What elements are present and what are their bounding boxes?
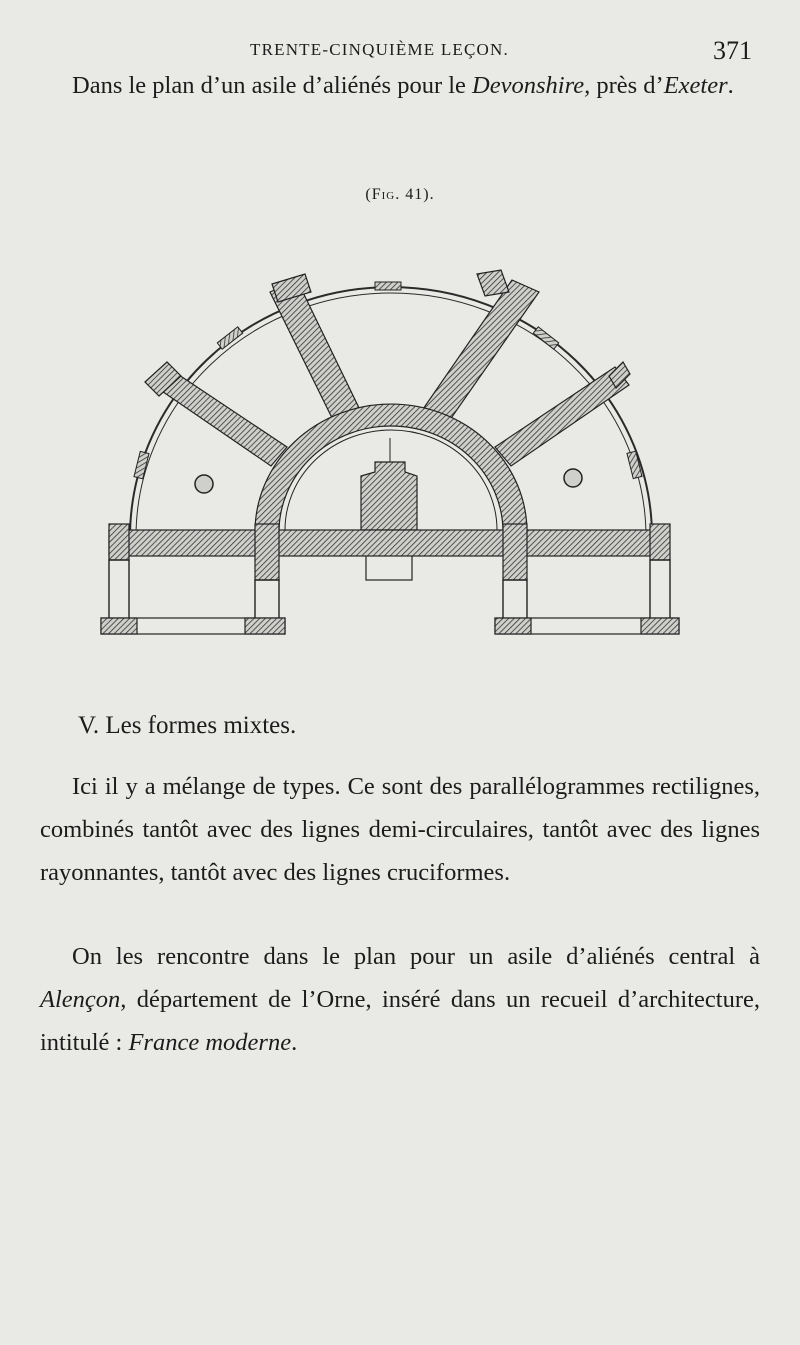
central-pavilion <box>361 438 417 580</box>
caption-label: Fig. 41 <box>371 186 424 203</box>
paragraph-2-text-3: . <box>291 1029 298 1056</box>
caption-open: ( <box>365 186 372 203</box>
floor-plan-figure <box>95 262 695 647</box>
intro-italic-exeter: Exeter <box>663 72 728 99</box>
radiating-wings <box>145 270 630 466</box>
paragraph-2-text-1: On les rencontre dans le plan pour un asile d’aliénés central à <box>72 943 760 970</box>
paragraph-2-italic-alencon: Alençon, <box>40 986 127 1013</box>
paragraph-2-text-2: département de l’Orne, inséré dans un recueil d’architecture, intitulé : <box>40 986 760 1056</box>
paragraph-1: Ici il y a mélange de types. Ce sont des parallélogrammes rectilignes, combinés tantôt avec des lignes demi-circulaires, tantôt avec des lignes rayonnantes, tantôt avec des lignes cruciformes. <box>40 773 760 886</box>
caption-close: ). <box>423 186 435 203</box>
running-title: TRENTE-CINQUIÈME LEÇON. <box>250 40 509 59</box>
intro-paragraph <box>40 64 760 107</box>
main-gallery <box>109 530 669 556</box>
intro-italic-devonshire: Devonshire, <box>472 72 591 99</box>
paragraph-2 <box>40 935 760 1064</box>
intro-text-1: Dans le plan d’un asile d’aliénés pour le <box>72 72 473 99</box>
paragraph-2-italic-france-moderne: France moderne <box>128 1029 292 1056</box>
intro-text-2: près d’ <box>590 72 664 99</box>
section-heading: V. Les formes mixtes. <box>78 712 297 739</box>
figure-caption <box>0 186 800 204</box>
page-number: 371 <box>713 36 752 65</box>
intro-text-3: . <box>727 72 734 99</box>
